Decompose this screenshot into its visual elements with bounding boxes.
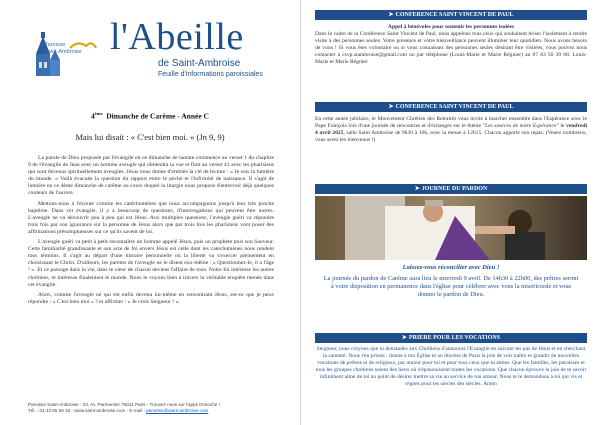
banner-label: CONFERENCE SAINT VINCENT DE PAUL bbox=[395, 12, 514, 18]
bullet-arrow-icon: ➤ bbox=[401, 335, 407, 341]
mcr-text-a: En cette année jubilaire, le Mouvement Chrétien des Retraités vous invite à marcher ensemble dans l'Espérance avec le Pape François lors d'une journée de rencontres et d'échanges sur le thème bbox=[315, 116, 587, 129]
vocations-prayer: Seigneur, nous croyons que tu demandes aux Chrétiens d'annoncer l'Evangile en suivant les pas de Jésus et en cherchant la sainteté. Nous t'en prions : donne à ton Église et au diocèse de Paris la joie de voir naître et grandir de nouvelles vocations de prêtres et de religieux, par amour pour toi et pour tous ceux que tu aimes. Que les familles, les paroisses et tous les groupes chrétiens soient des lieux où s'épanouissent toutes les vocations. Que chacun éprouve la joie de te savoir infiniment aimé de toi au point de désirer mettre sa vie au service de ton amour. Nous te le demandons à toi qui vis et règnes pour les siècles des siècles. Amen bbox=[315, 346, 587, 387]
right-page bbox=[300, 0, 600, 425]
newsletter-subtitle: de Saint-Ambroise bbox=[158, 58, 241, 69]
issue-heading bbox=[0, 111, 300, 121]
footer-contact-text: Tél. : 01 43 55 56 18 - www.saint-ambroise.com - E-mail : bbox=[28, 408, 147, 413]
pardon-text: La journée du pardon de Carême aura lieu le mercredi 9 avril. De 14h30 à 22h00, des prêtres seront à votre disposition en permanence dans l'église pour célébrer avec vous la miséricorde et vous donner le pardon de Dieu. bbox=[323, 275, 579, 298]
editorial-paragraph: Mettons-nous à l'écoute comme les catéchumènes que nous accompagnons jusqu'à leur très proche baptême. Dans cet évangile, il y a beaucoup de questions, d'interrogations qui peuvent être notres. L'aveugle ne va découvrir peu à peu qui est Jésus. Aux multiples questions, l'aveugle guéri va répondre trois fois par son ignorance sur la personne de Jésus alors que par trois fois les pharisiens vont poser des affirmations présomptueuses sur ce qu'ils savent de lui. bbox=[28, 200, 274, 235]
parish-line2: Saint-Ambroise bbox=[44, 48, 82, 55]
csvp-appeal bbox=[315, 24, 587, 66]
parish-name bbox=[44, 42, 82, 55]
issue-ordinal: 4 bbox=[91, 111, 95, 121]
csvp-lead: Appel à bénévoles pour soutenir les personnes isolées bbox=[387, 24, 515, 30]
bullet-arrow-icon: ➤ bbox=[388, 12, 394, 18]
banner-label: JOURNEE DU PARDON bbox=[421, 186, 488, 192]
mcr-text-b: le bbox=[558, 123, 566, 129]
csvp-text: Dans le cadre de la Conférence Saint Vincent de Paul, nous appelons tous ceux qui souhaitent briser l'isolement à rendre visite à des personnes seules. Votre présence et votre bienveillance peuvent illuminer leur quotidien. Nous avons besoin de vous ! Si vous êtes volontaire ou si vous connaissez des personnes seules désirant être visitées, vous pouvez nous contacter à csvp.stambroise@gmail.com ou par téléphone (Louis-Marie et Marie Régnier) au 07 83 50 39 88. Louis-Marie et Marie Régnier bbox=[315, 31, 587, 65]
section-banner-mcr bbox=[315, 102, 587, 112]
parish-footer bbox=[28, 402, 278, 414]
bullet-arrow-icon: ➤ bbox=[388, 104, 394, 110]
section-banner-csvp bbox=[315, 10, 587, 20]
gospel-quote: Mais lui disait : « C'est bien moi. » (Jn 9, 9) bbox=[75, 132, 225, 142]
mcr-announcement bbox=[315, 116, 587, 144]
banner-label: PRIERE POUR LES VOCATIONS bbox=[408, 335, 501, 341]
mcr-theme: "Les sources de notre Espérance" bbox=[482, 123, 559, 129]
editorial-paragraph: Alors, comme l'aveugle né qui est enfin devenu lui-même en rencontrant Jésus, est-ce que je peux répondre : « C'est bien moi » ? et affirmer : « Je crois Seigneur ! ». bbox=[28, 291, 274, 305]
section-banner-pardon bbox=[315, 184, 587, 194]
editorial-paragraph: L'aveugle guéri va petit à petit reconnaître un homme appelé Jésus, puis un prophète puis son Sauveur. Cette familiarité grandissante et son acte de foi envers Jésus est celle dont les catéchumènes nous rendent tous témoins. Il s'agit au départ d'une histoire personnelle où la liberté va s'exercer pleinement en choisissant le Christ. D'ailleurs, les parents de l'aveugle ne le disent eux-même : « Questionnez-le, il a l'âge ! ». Et ce passage dans la vie, dans le cœur de chacun devient l'affaire de tous. Notre foi intéresse les autres chrétiens, et intéresse finalement le monde. Nous le voyons bien à travers la véritable enquête menée dans cet évangile. bbox=[28, 239, 274, 288]
footer-contact bbox=[28, 408, 278, 414]
editorial-paragraph: La parole de Dieu proposée par l'évangile en ce dimanche de laetare commence au verset 1 du chapitre 9 de l'évangile de Jean avec un homme aveugle qui obtiendra la vue et finit au verset 41 avec les pharisiens qui sont devenus spirituellement aveugles. Jésus nous donne d'emblée la clé de lecture : « Je suis la lumière du monde. » Voilà évacuée la question du rapport entre le péché et l'infirmité de naissance. Il s'agit de lumière en ce 4ème dimanche de carême au cours duquel la liturgie nous propose d'entrevoir déjà quelques couleurs de l'aurore. bbox=[28, 155, 274, 197]
issue-ordinal-sup: ème bbox=[94, 111, 103, 116]
newsletter-title: l'Abeille bbox=[110, 16, 244, 58]
confession-photo-icon bbox=[315, 196, 587, 260]
banner-label: CONFERENCE SAINT VINCENT DE PAUL bbox=[395, 104, 514, 110]
newsletter-tagline: Feuille d'informations paroissiales bbox=[158, 71, 263, 78]
pardon-caption: Laissez-vous réconcilier avec Dieu ! bbox=[402, 264, 500, 271]
editorial-text bbox=[28, 155, 274, 309]
issue-heading-text: Dimanche de Carême - Année C bbox=[106, 111, 209, 121]
section-banner-vocations bbox=[315, 333, 587, 343]
confession-photo bbox=[315, 196, 587, 260]
bullet-arrow-icon: ➤ bbox=[414, 186, 420, 192]
mcr-date: vendredi 4 avril 2025 bbox=[315, 123, 588, 136]
parish-line1: Paroisse bbox=[44, 42, 66, 48]
mcr-text-c: , salle Saint Ambroise de 9h30 à 16h, avec la messe à 12h15. Chacun apporte son repas. (Venez nombreux, vous serez les bienvenus !) bbox=[315, 130, 587, 143]
footer-address: Paroisse Saint-Ambroise - 33, Av. Parmentier 75011 Paris - Trouvez nous sur l'appli Océoche ! bbox=[28, 402, 220, 407]
footer-email-link[interactable]: paroisse@saint-ambroise.com bbox=[146, 408, 209, 413]
